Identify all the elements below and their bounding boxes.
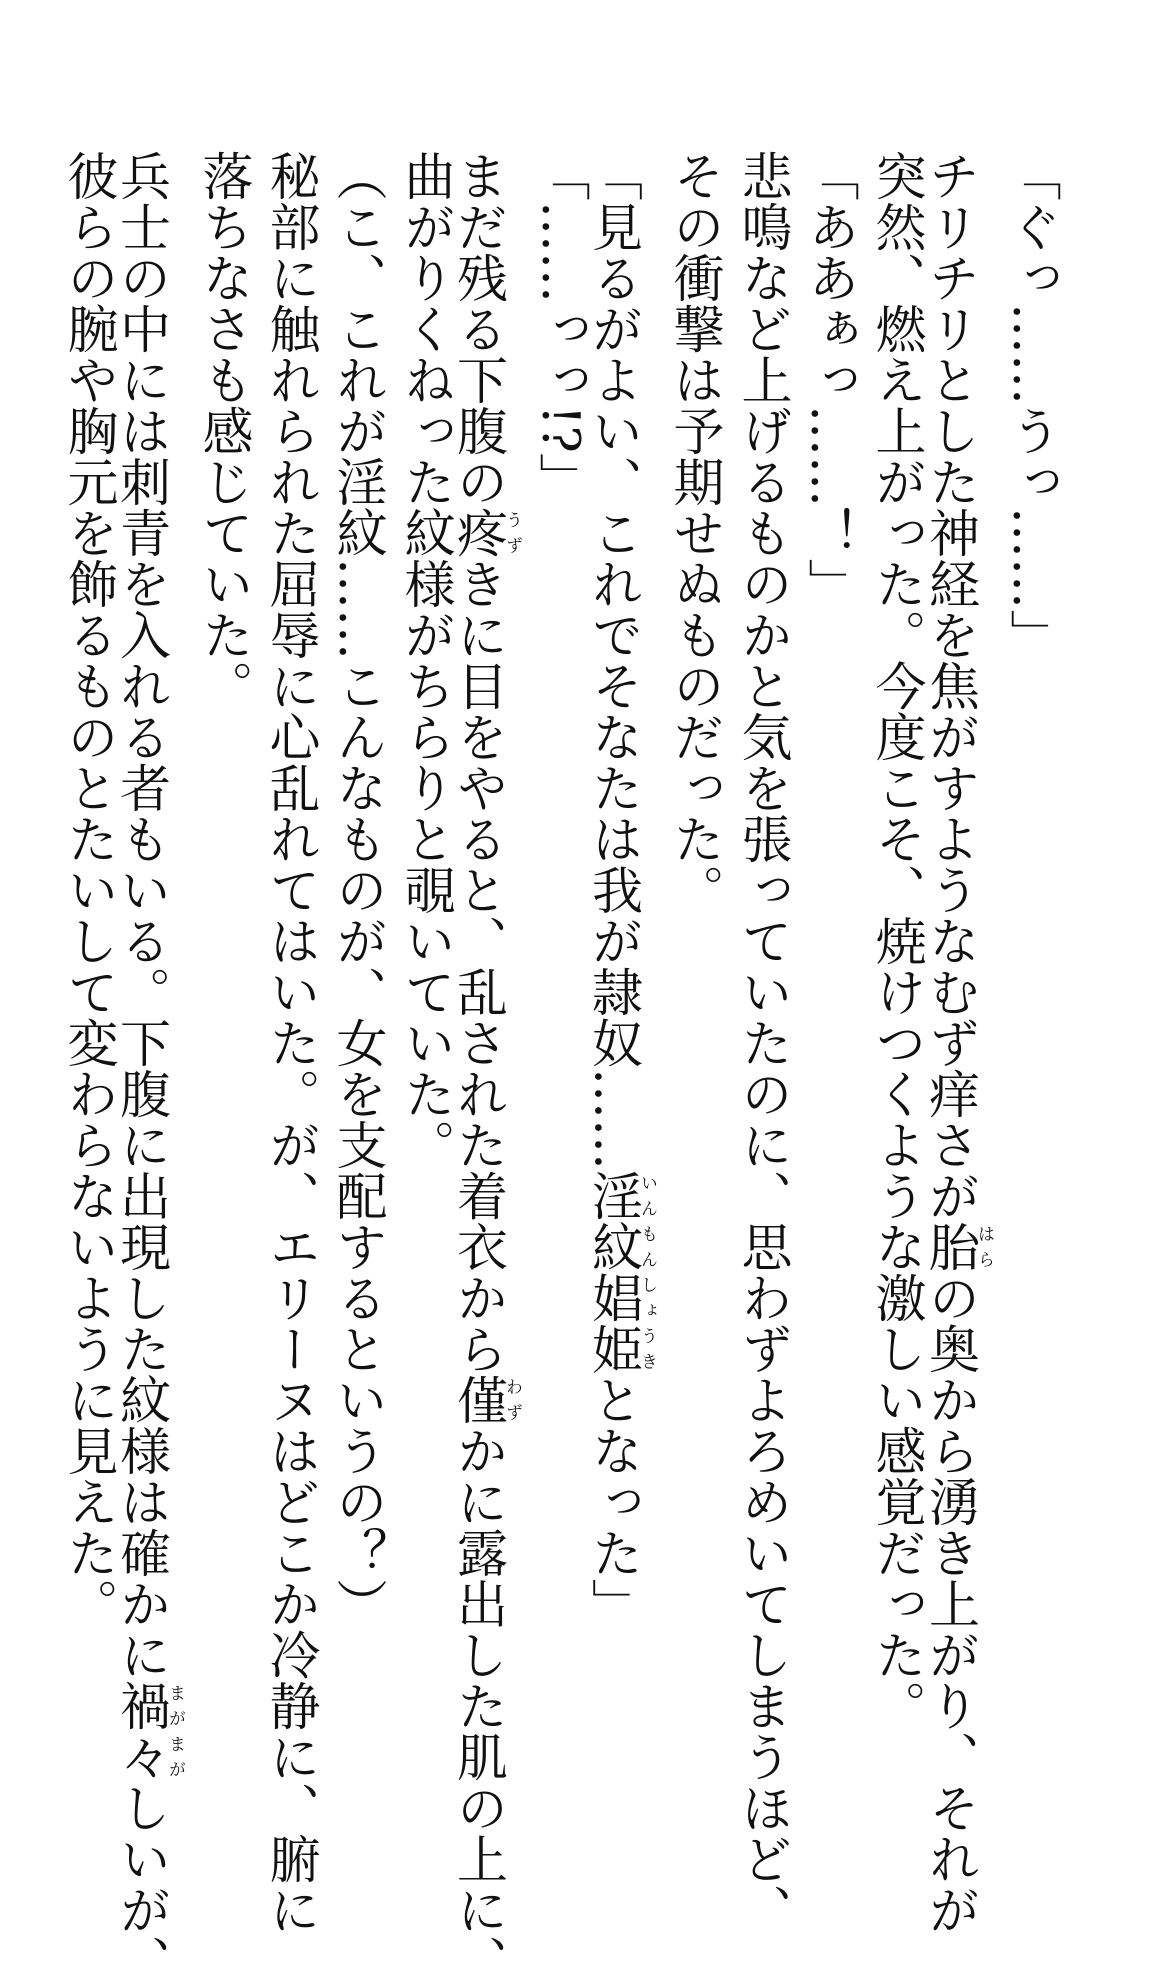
text-line-9: まだ残る下腹の疼うずきに目をやると、乱された着衣から僅わずかに露出した肌の上に、 (447, 150, 522, 1986)
ruby-text-magamaga: まがまが (165, 1680, 185, 1782)
text-line-15: 彼らの腕や胸元を飾るものとたいして変わらないように見えた。 (58, 150, 117, 1629)
text-line-13: 落ちなさも感じていた。 (193, 150, 252, 711)
ruby-uzu: 疼うず (447, 507, 522, 558)
text-line-6: その衝撃は予期せぬものだった。 (664, 150, 723, 915)
ruby-inmon-shouki: 淫紋娼姫いんもんしょうき (582, 1170, 657, 1374)
text-line-14: 兵士の中には刺青を入れる者もいる。下腹に出現した紋様は確かに禍々まがまがしいが、 (110, 150, 185, 1986)
ruby-wazu: 僅わず (447, 1374, 522, 1425)
text-line-3: 突然、燃え上がった。今度こそ、焼けつくような激しい感覚だった。 (866, 150, 925, 1731)
ruby-text-inmon-shouki: いんもんしょうき (637, 1170, 657, 1374)
ruby-text-hara: はら (974, 1221, 994, 1272)
ruby-text-wazu: わず (502, 1374, 522, 1425)
text-line-8: 「……っっ!?」 (530, 150, 589, 504)
text-line-12: 秘部に触れられた屈辱に心乱れてはいた。が、エリーヌはどこか冷静に、腑に (260, 150, 319, 1935)
text-line-2: チリチリとした神経を焦がすようなむず痒さが胎はらの奥から湧き上がり、それが (919, 150, 994, 1935)
text-line-1: 「ぐっ……うっ……」 (1001, 150, 1060, 660)
text-line-7: 「見るがよい、これでそなたは我が隷奴……淫紋娼姫いんもんしょうきとなった」 (582, 150, 657, 1629)
text-line-10: 曲がりくねった紋様がちらりと覗いていた。 (395, 150, 454, 1170)
ruby-magamaga: 禍々まがまが (110, 1680, 185, 1782)
ruby-hara: 胎はら (919, 1221, 994, 1272)
ruby-text-uzu: うず (502, 507, 522, 558)
text-line-11: （こ、これが淫紋……こんなものが、女を支配するというの？） (327, 150, 386, 1629)
text-line-4: 「ああぁっ……！」 (799, 150, 858, 609)
text-line-5: 悲鳴など上げるものかと気を張っていたのに、思わずよろめいてしまうほど、 (732, 150, 791, 1935)
